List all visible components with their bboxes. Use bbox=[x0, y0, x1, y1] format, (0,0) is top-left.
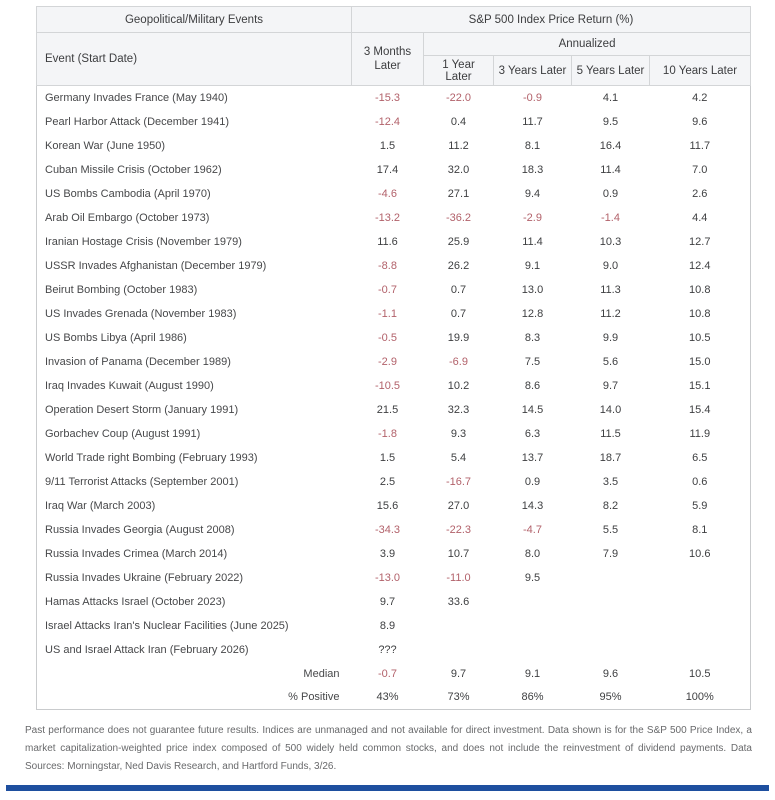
value-cell: 11.4 bbox=[494, 230, 572, 254]
summary-label-cell: Median bbox=[37, 662, 352, 686]
disclaimer-footnote: Past performance does not guarantee future results. Indices are unmanaged and not available for direct investment. Data shown is for the S&P 500 Price Index, a market capitalization-weighted price index composed of 500 widely held common stocks, and does not include the reinvestment of dividend payments. Data Sources: Morningstar, Ned Davis Research, and Hartford Funds, 3/26. bbox=[25, 725, 752, 772]
value-cell: 18.7 bbox=[572, 446, 650, 470]
value-cell: 9.1 bbox=[494, 254, 572, 278]
value-cell bbox=[572, 566, 650, 590]
value-cell: -0.7 bbox=[352, 278, 424, 302]
value-cell: 11.4 bbox=[572, 158, 650, 182]
value-cell: 0.7 bbox=[424, 302, 494, 326]
table-row bbox=[37, 398, 751, 422]
returns-table-container bbox=[36, 6, 751, 710]
table-row bbox=[37, 470, 751, 494]
geopolitical-events-table bbox=[36, 6, 751, 710]
value-cell: -22.0 bbox=[424, 86, 494, 110]
value-cell: 32.0 bbox=[424, 158, 494, 182]
value-cell: 0.6 bbox=[650, 470, 751, 494]
event-cell: Iranian Hostage Crisis (November 1979) bbox=[37, 230, 352, 254]
summary-row bbox=[37, 662, 751, 686]
value-cell: -0.9 bbox=[494, 86, 572, 110]
table-row bbox=[37, 494, 751, 518]
value-cell: 8.1 bbox=[494, 134, 572, 158]
value-cell bbox=[494, 590, 572, 614]
table-row bbox=[37, 230, 751, 254]
value-cell: -0.5 bbox=[352, 326, 424, 350]
value-cell bbox=[650, 638, 751, 662]
value-cell: 33.6 bbox=[424, 590, 494, 614]
value-cell: 0.7 bbox=[424, 278, 494, 302]
event-cell: Arab Oil Embargo (October 1973) bbox=[37, 206, 352, 230]
table-row bbox=[37, 182, 751, 206]
value-cell bbox=[650, 566, 751, 590]
value-cell: 15.4 bbox=[650, 398, 751, 422]
bottom-accent-bar bbox=[6, 785, 769, 791]
value-cell: -1.1 bbox=[352, 302, 424, 326]
value-cell: 5.9 bbox=[650, 494, 751, 518]
value-cell: 27.0 bbox=[424, 494, 494, 518]
value-cell: 11.2 bbox=[424, 134, 494, 158]
value-cell: 8.6 bbox=[494, 374, 572, 398]
value-cell: -1.4 bbox=[572, 206, 650, 230]
value-cell: 9.5 bbox=[494, 566, 572, 590]
event-cell: USSR Invades Afghanistan (December 1979) bbox=[37, 254, 352, 278]
event-cell: Invasion of Panama (December 1989) bbox=[37, 350, 352, 374]
value-cell: 11.7 bbox=[650, 134, 751, 158]
value-cell: 8.2 bbox=[572, 494, 650, 518]
value-cell: 11.3 bbox=[572, 278, 650, 302]
table-row bbox=[37, 566, 751, 590]
value-cell: 0.4 bbox=[424, 110, 494, 134]
table-row bbox=[37, 590, 751, 614]
table-row bbox=[37, 518, 751, 542]
header-5-years-later: 5 Years Later bbox=[572, 56, 650, 86]
value-cell: 8.9 bbox=[352, 614, 424, 638]
summary-value-cell: 10.5 bbox=[650, 662, 751, 686]
value-cell bbox=[424, 638, 494, 662]
summary-value-cell: 43% bbox=[352, 686, 424, 710]
event-cell: Russia Invades Crimea (March 2014) bbox=[37, 542, 352, 566]
event-cell: Korean War (June 1950) bbox=[37, 134, 352, 158]
value-cell: 13.7 bbox=[494, 446, 572, 470]
value-cell: -2.9 bbox=[352, 350, 424, 374]
value-cell: ??? bbox=[352, 638, 424, 662]
value-cell: 4.1 bbox=[572, 86, 650, 110]
value-cell: 6.3 bbox=[494, 422, 572, 446]
value-cell: 9.0 bbox=[572, 254, 650, 278]
value-cell: 1.5 bbox=[352, 446, 424, 470]
value-cell: 8.0 bbox=[494, 542, 572, 566]
value-cell: -4.6 bbox=[352, 182, 424, 206]
value-cell: 7.9 bbox=[572, 542, 650, 566]
summary-value-cell: 9.7 bbox=[424, 662, 494, 686]
value-cell: 15.1 bbox=[650, 374, 751, 398]
value-cell: 0.9 bbox=[494, 470, 572, 494]
header-sp500-return: S&P 500 Index Price Return (%) bbox=[352, 7, 751, 33]
value-cell: 11.9 bbox=[650, 422, 751, 446]
value-cell: -13.2 bbox=[352, 206, 424, 230]
value-cell: 10.2 bbox=[424, 374, 494, 398]
value-cell: 26.2 bbox=[424, 254, 494, 278]
table-row bbox=[37, 254, 751, 278]
value-cell bbox=[572, 590, 650, 614]
table-row bbox=[37, 638, 751, 662]
table-body bbox=[37, 86, 751, 710]
value-cell bbox=[494, 638, 572, 662]
summary-value-cell: 95% bbox=[572, 686, 650, 710]
table-row bbox=[37, 134, 751, 158]
value-cell: 9.4 bbox=[494, 182, 572, 206]
value-cell: 10.8 bbox=[650, 278, 751, 302]
value-cell: 12.8 bbox=[494, 302, 572, 326]
summary-value-cell: 73% bbox=[424, 686, 494, 710]
value-cell: 4.4 bbox=[650, 206, 751, 230]
value-cell: -10.5 bbox=[352, 374, 424, 398]
value-cell: 11.6 bbox=[352, 230, 424, 254]
value-cell: 8.1 bbox=[650, 518, 751, 542]
header-10-years-later: 10 Years Later bbox=[650, 56, 751, 86]
value-cell bbox=[572, 614, 650, 638]
event-cell: US and Israel Attack Iran (February 2026) bbox=[37, 638, 352, 662]
value-cell: -34.3 bbox=[352, 518, 424, 542]
table-row bbox=[37, 446, 751, 470]
summary-value-cell: 100% bbox=[650, 686, 751, 710]
event-cell: Beirut Bombing (October 1983) bbox=[37, 278, 352, 302]
value-cell bbox=[494, 614, 572, 638]
summary-value-cell: 9.1 bbox=[494, 662, 572, 686]
value-cell: 9.6 bbox=[650, 110, 751, 134]
value-cell: 9.9 bbox=[572, 326, 650, 350]
header-1-year-later: 1 Year Later bbox=[424, 56, 494, 86]
table-row bbox=[37, 302, 751, 326]
event-cell: Iraq Invades Kuwait (August 1990) bbox=[37, 374, 352, 398]
value-cell: 6.5 bbox=[650, 446, 751, 470]
value-cell: -6.9 bbox=[424, 350, 494, 374]
event-cell: Cuban Missile Crisis (October 1962) bbox=[37, 158, 352, 182]
value-cell: 9.5 bbox=[572, 110, 650, 134]
value-cell: 12.4 bbox=[650, 254, 751, 278]
value-cell: 7.5 bbox=[494, 350, 572, 374]
value-cell: 2.5 bbox=[352, 470, 424, 494]
value-cell bbox=[650, 590, 751, 614]
value-cell: 9.3 bbox=[424, 422, 494, 446]
summary-label-cell: % Positive bbox=[37, 686, 352, 710]
event-cell: Iraq War (March 2003) bbox=[37, 494, 352, 518]
event-cell: Russia Invades Ukraine (February 2022) bbox=[37, 566, 352, 590]
value-cell: 21.5 bbox=[352, 398, 424, 422]
value-cell: -1.8 bbox=[352, 422, 424, 446]
summary-value-cell: -0.7 bbox=[352, 662, 424, 686]
value-cell: 11.7 bbox=[494, 110, 572, 134]
value-cell: -11.0 bbox=[424, 566, 494, 590]
value-cell: 15.6 bbox=[352, 494, 424, 518]
value-cell: 14.3 bbox=[494, 494, 572, 518]
event-cell: Operation Desert Storm (January 1991) bbox=[37, 398, 352, 422]
value-cell bbox=[650, 614, 751, 638]
value-cell: 9.7 bbox=[572, 374, 650, 398]
value-cell: -36.2 bbox=[424, 206, 494, 230]
table-row bbox=[37, 110, 751, 134]
event-cell: Gorbachev Coup (August 1991) bbox=[37, 422, 352, 446]
value-cell: -8.8 bbox=[352, 254, 424, 278]
table-row bbox=[37, 278, 751, 302]
value-cell: 4.2 bbox=[650, 86, 751, 110]
header-3-months-later: 3 Months Later bbox=[352, 33, 424, 86]
event-cell: World Trade right Bombing (February 1993) bbox=[37, 446, 352, 470]
value-cell: 11.2 bbox=[572, 302, 650, 326]
value-cell: 11.5 bbox=[572, 422, 650, 446]
value-cell: -16.7 bbox=[424, 470, 494, 494]
table-header bbox=[37, 7, 751, 86]
value-cell: 2.6 bbox=[650, 182, 751, 206]
value-cell: 3.9 bbox=[352, 542, 424, 566]
header-3-years-later: 3 Years Later bbox=[494, 56, 572, 86]
value-cell: -2.9 bbox=[494, 206, 572, 230]
value-cell: 19.9 bbox=[424, 326, 494, 350]
value-cell: -12.4 bbox=[352, 110, 424, 134]
value-cell: -13.0 bbox=[352, 566, 424, 590]
event-cell: US Bombs Cambodia (April 1970) bbox=[37, 182, 352, 206]
value-cell bbox=[424, 614, 494, 638]
value-cell: -4.7 bbox=[494, 518, 572, 542]
event-cell: Israel Attacks Iran's Nuclear Facilities (June 2025) bbox=[37, 614, 352, 638]
value-cell: 27.1 bbox=[424, 182, 494, 206]
event-cell: US Bombs Libya (April 1986) bbox=[37, 326, 352, 350]
value-cell: 17.4 bbox=[352, 158, 424, 182]
event-cell: US Invades Grenada (November 1983) bbox=[37, 302, 352, 326]
table-row bbox=[37, 614, 751, 638]
value-cell: 25.9 bbox=[424, 230, 494, 254]
event-cell: Germany Invades France (May 1940) bbox=[37, 86, 352, 110]
value-cell: 9.7 bbox=[352, 590, 424, 614]
table-row bbox=[37, 542, 751, 566]
value-cell: 15.0 bbox=[650, 350, 751, 374]
header-group-row bbox=[37, 7, 751, 33]
value-cell: 18.3 bbox=[494, 158, 572, 182]
header-sub-row-1 bbox=[37, 33, 751, 56]
event-cell: 9/11 Terrorist Attacks (September 2001) bbox=[37, 470, 352, 494]
summary-value-cell: 9.6 bbox=[572, 662, 650, 686]
event-cell: Hamas Attacks Israel (October 2023) bbox=[37, 590, 352, 614]
value-cell: 1.5 bbox=[352, 134, 424, 158]
value-cell: -22.3 bbox=[424, 518, 494, 542]
value-cell: 3.5 bbox=[572, 470, 650, 494]
table-row bbox=[37, 350, 751, 374]
event-cell: Pearl Harbor Attack (December 1941) bbox=[37, 110, 352, 134]
value-cell: 32.3 bbox=[424, 398, 494, 422]
value-cell: 7.0 bbox=[650, 158, 751, 182]
value-cell: 14.0 bbox=[572, 398, 650, 422]
value-cell: -15.3 bbox=[352, 86, 424, 110]
value-cell: 14.5 bbox=[494, 398, 572, 422]
table-row bbox=[37, 206, 751, 230]
table-row bbox=[37, 374, 751, 398]
table-row bbox=[37, 86, 751, 110]
value-cell: 10.5 bbox=[650, 326, 751, 350]
value-cell: 10.6 bbox=[650, 542, 751, 566]
table-row bbox=[37, 326, 751, 350]
value-cell: 12.7 bbox=[650, 230, 751, 254]
header-annualized: Annualized bbox=[424, 33, 751, 56]
value-cell: 16.4 bbox=[572, 134, 650, 158]
header-event-start-date: Event (Start Date) bbox=[37, 33, 352, 86]
event-cell: Russia Invades Georgia (August 2008) bbox=[37, 518, 352, 542]
header-geopolitical-events: Geopolitical/Military Events bbox=[37, 7, 352, 33]
value-cell: 0.9 bbox=[572, 182, 650, 206]
table-row bbox=[37, 422, 751, 446]
value-cell: 5.6 bbox=[572, 350, 650, 374]
value-cell: 13.0 bbox=[494, 278, 572, 302]
value-cell: 8.3 bbox=[494, 326, 572, 350]
summary-value-cell: 86% bbox=[494, 686, 572, 710]
table-row bbox=[37, 158, 751, 182]
value-cell: 5.4 bbox=[424, 446, 494, 470]
value-cell: 5.5 bbox=[572, 518, 650, 542]
value-cell: 10.7 bbox=[424, 542, 494, 566]
value-cell: 10.3 bbox=[572, 230, 650, 254]
value-cell: 10.8 bbox=[650, 302, 751, 326]
summary-row bbox=[37, 686, 751, 710]
value-cell bbox=[572, 638, 650, 662]
